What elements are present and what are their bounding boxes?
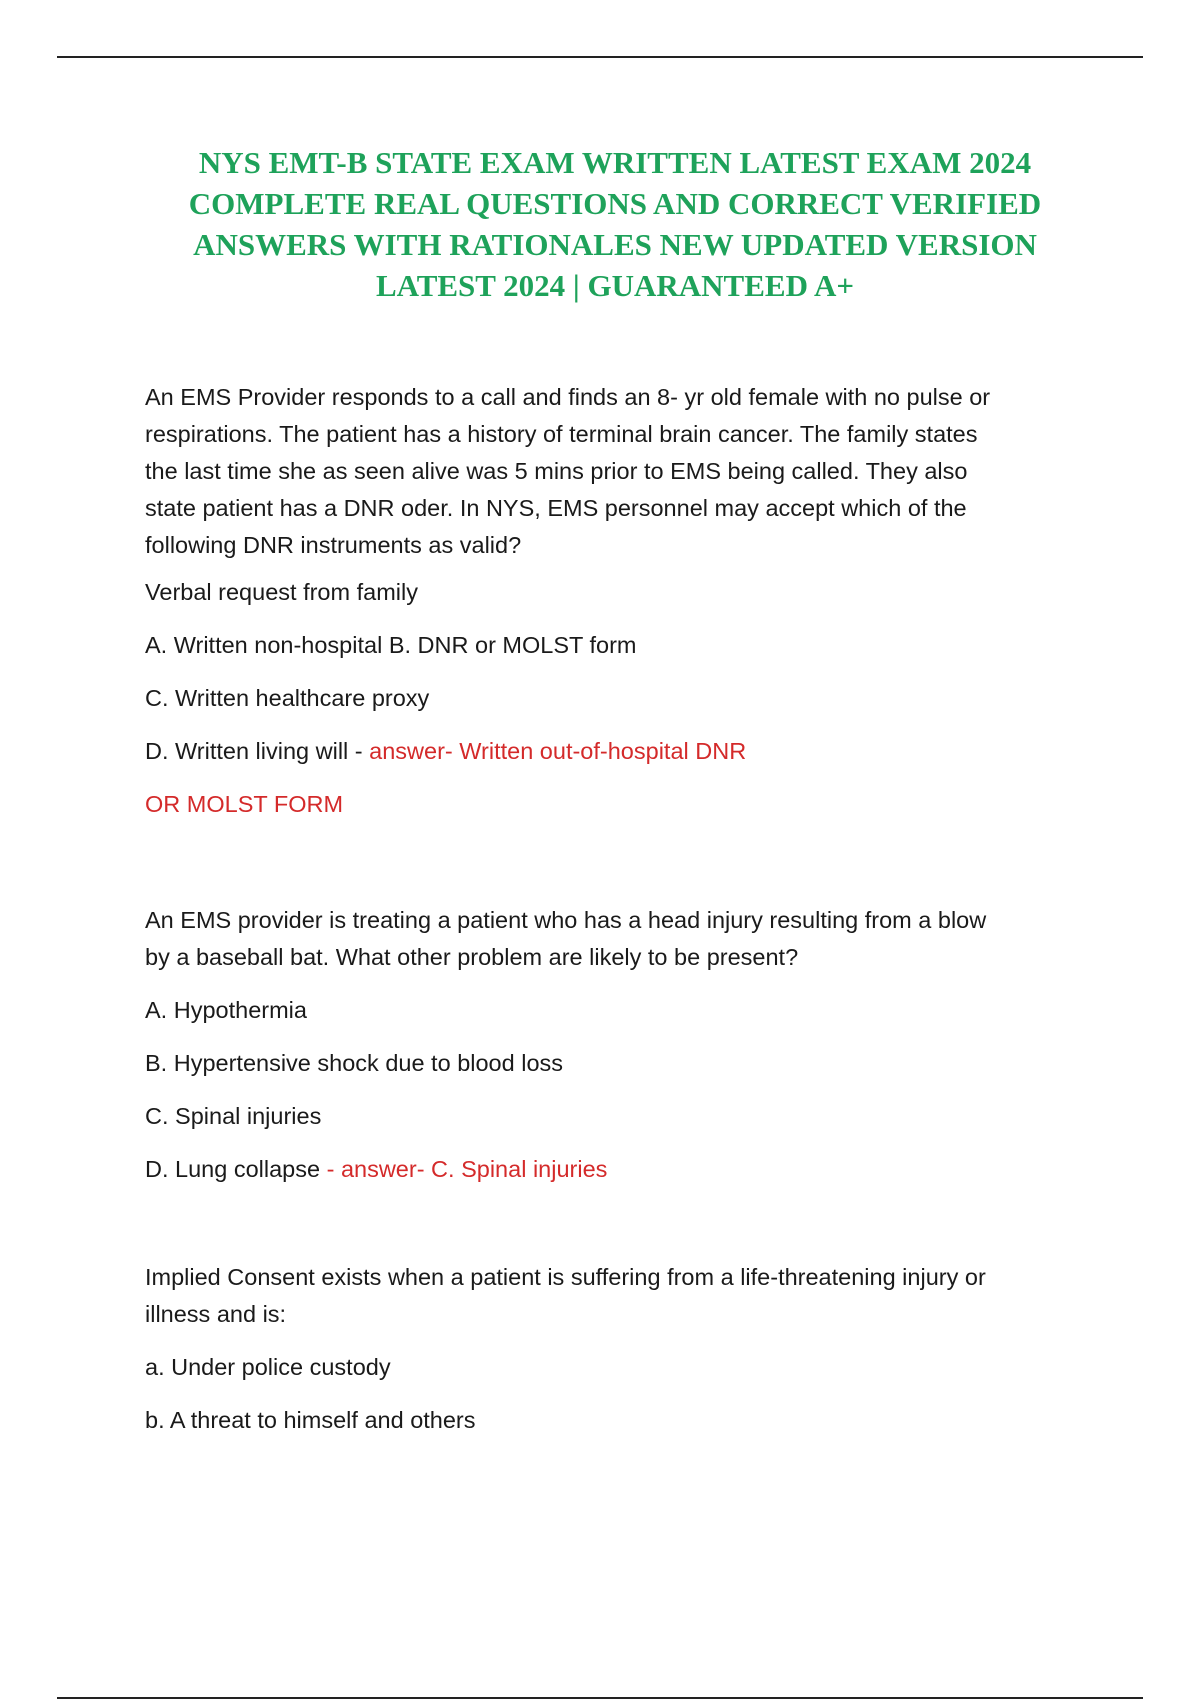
option-a-line: a. Under police custody — [145, 1354, 391, 1380]
top-rule — [57, 56, 1143, 58]
question-text-line: Implied Consent exists when a patient is suffering from a life-threatening injury or — [145, 1264, 986, 1290]
question-text-line: state patient has a DNR oder. In NYS, EMS personnel may accept which of the — [145, 495, 967, 521]
question-3 — [145, 1259, 1095, 1439]
option-b-line: B. Hypertensive shock due to blood loss — [145, 1050, 564, 1076]
title-line: NYS EMT-B STATE EXAM WRITTEN LATEST EXAM 2024 — [198, 145, 1032, 180]
question-1 — [145, 379, 1095, 823]
question-2 — [145, 902, 1095, 1188]
option-d-text: D. Written living will - — [145, 738, 370, 764]
answer-text: - answer- C. Spinal injuries — [326, 1156, 608, 1182]
option-a-line: A. Hypothermia — [145, 997, 307, 1023]
option-b-line: b. A threat to himself and others — [145, 1407, 476, 1433]
document-title — [140, 142, 1090, 306]
question-text-line: illness and is: — [145, 1301, 287, 1327]
answer-continuation: OR MOLST FORM — [145, 791, 344, 817]
question-text-line: An EMS Provider responds to a call and finds an 8- yr old female with no pulse or — [145, 384, 991, 410]
option-line: Verbal request from family — [145, 579, 418, 605]
title-line: LATEST 2024 | GUARANTEED A+ — [375, 268, 855, 303]
question-text-line: following DNR instruments as valid? — [145, 532, 522, 558]
option-c-line: C. Spinal injuries — [145, 1103, 322, 1129]
question-text-line: by a baseball bat. What other problem are likely to be present? — [145, 944, 799, 970]
option-d-line — [145, 733, 1095, 770]
question-text-line: An EMS provider is treating a patient who has a head injury resulting from a blow — [145, 907, 987, 933]
question-text-line: the last time she as seen alive was 5 mins prior to EMS being called. They also — [145, 458, 968, 484]
title-line: COMPLETE REAL QUESTIONS AND CORRECT VERIFIED — [188, 186, 1042, 221]
bottom-rule — [57, 1697, 1143, 1699]
option-a-line: A. Written non-hospital B. DNR or MOLST form — [145, 632, 637, 658]
question-text-line: respirations. The patient has a history of terminal brain cancer. The family states — [145, 421, 978, 447]
option-d-line — [145, 1151, 1095, 1188]
option-c-line: C. Written healthcare proxy — [145, 685, 430, 711]
option-d-text: D. Lung collapse — [145, 1156, 327, 1182]
answer-text: answer- Written out-of-hospital DNR — [369, 738, 747, 764]
title-line: ANSWERS WITH RATIONALES NEW UPDATED VERSION — [193, 227, 1037, 262]
